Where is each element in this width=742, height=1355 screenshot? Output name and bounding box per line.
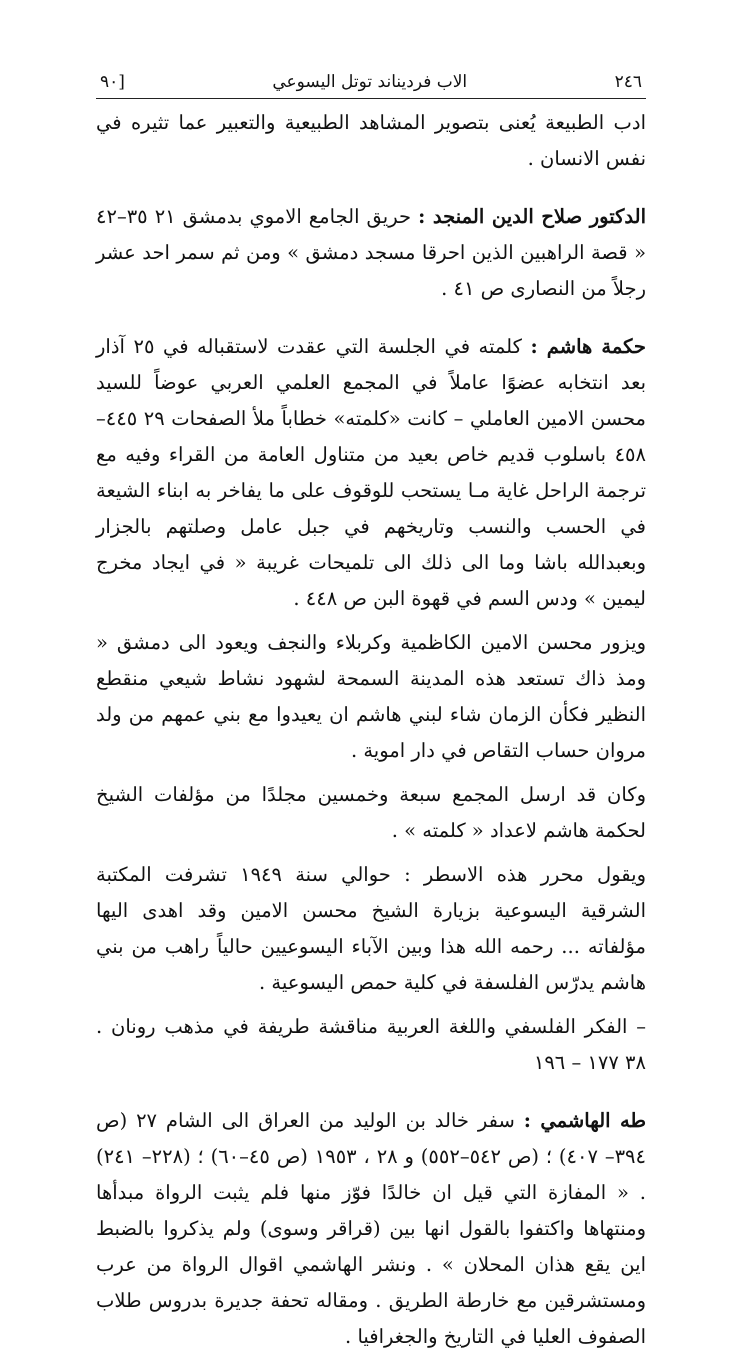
paragraph-text: سفر خالد بن الوليد من العراق الى الشام ٢٧ (ص ٣٩٤– ٤٠٧) ؛ (ص ٥٤٢–٥٥٢) و ٢٨ ، ١٩٥٣ (ص ٤٥–٦٠) ؛ (٢٢٨– ٢٤١) . « المفازة التي قيل ان خالدًا فوّز منها فلم يثبت الرواة مبدأها ومنتهاها واكتفوا بالقول انها بين (قراقر وسوى) ولم يذكروا بالضبط اين يقع هذان المحلان » . ونشر الهاشمي اقوال الرواة من عرب ومستشرقين مع خارطة الطريق . ومقاله تحفة جديرة بدروس طلاب الصفوف العليا في التاريخ والجغرافيا . xyxy=(96,1109,646,1348)
paragraph-text: ويقول محرر هذه الاسطر : حوالي سنة ١٩٤٩ تشرفت المكتبة الشرقية اليسوعية بزيارة الشيخ محسن الامين وقد اهدى اليها مؤلفاته ... رحمه الله هذا وبين الآباء اليسوعيين حالياً راهب من بني هاشم يدرّس الفلسفة في كلية حمص اليسوعية . xyxy=(96,863,647,994)
page-content xyxy=(96,105,646,1355)
paragraph xyxy=(96,1103,646,1355)
entry-heading: حكمة هاشم : xyxy=(530,335,646,358)
paragraph xyxy=(96,857,646,1001)
paragraph-text: كلمته في الجلسة التي عقدت لاستقباله في ٢٥ آذار بعد انتخابه عضوًا عاملاً في المجمع العلمي العربي عوضاً للسيد محسن الامين العاملي – كانت «كلمته» خطاباً ملأ الصفحات ٢٩ ٤٤٥–٤٥٨ باسلوب قديم خاص بعيد من متناول العامة من القراء وفيه مع ترجمة الراحل غاية مـا يستحب للوقوف على ما يفاخر به ابناء الشيعة في الحسب والنسب وتاريخهم في جبل عامل وصلتهم بالجزار وبعبدالله باشا وما الى ذلك الى تلميحات غريبة « في ايجاد مخرج ليمين » ودس السم في قهوة البن ص ٤٤٨ . xyxy=(96,335,647,610)
entry-heading: الدكتور صلاح الدين المنجد : xyxy=(418,205,646,228)
running-title: الاب فرديناند توتل اليسوعي xyxy=(272,72,468,92)
paragraph-text: وكان قد ارسل المجمع سبعة وخمسين مجلدًا من مؤلفات الشيخ لحكمة هاشم لاعداد « كلمته » . xyxy=(96,783,646,842)
paragraph-text: حريق الجامع الاموي بدمشق ٢١ ٣٥–٤٢ « قصة الراهبين الذين احرقا مسجد دمشق » ومن ثم سمر احد عشر رجلاً من النصارى ص ٤١ . xyxy=(96,205,646,300)
page-number: ٢٤٦ xyxy=(614,72,642,92)
section-number: [٩٠ xyxy=(100,72,125,92)
paragraph-text: ادب الطبيعة يُعنى بتصوير المشاهد الطبيعية والتعبير عما تثيره في نفس الانسان . xyxy=(96,111,646,170)
entry-heading: طه الهاشمي : xyxy=(523,1109,647,1132)
paragraph-text: ويزور محسن الامين الكاظمية وكربلاء والنجف ويعود الى دمشق « ومذ ذاك تستعد هذه المدينة السمحة لشهود نشاط شيعي منقطع النظير فكأن الزمان شاء لبني هاشم ان يعيدوا مع بني عمهم من ولد مروان حساب التقاص في دار اموية . xyxy=(96,631,646,762)
paragraph-text: – الفكر الفلسفي واللغة العربية مناقشة طريفة في مذهب رونان . ٣٨ ١٧٧ – ١٩٦ xyxy=(96,1015,646,1074)
paragraph xyxy=(96,777,646,849)
paragraph xyxy=(96,105,646,177)
paragraph xyxy=(96,329,646,617)
paragraph xyxy=(96,199,646,307)
paragraph xyxy=(96,625,646,769)
paragraph xyxy=(96,1009,646,1081)
page-header xyxy=(96,72,646,99)
